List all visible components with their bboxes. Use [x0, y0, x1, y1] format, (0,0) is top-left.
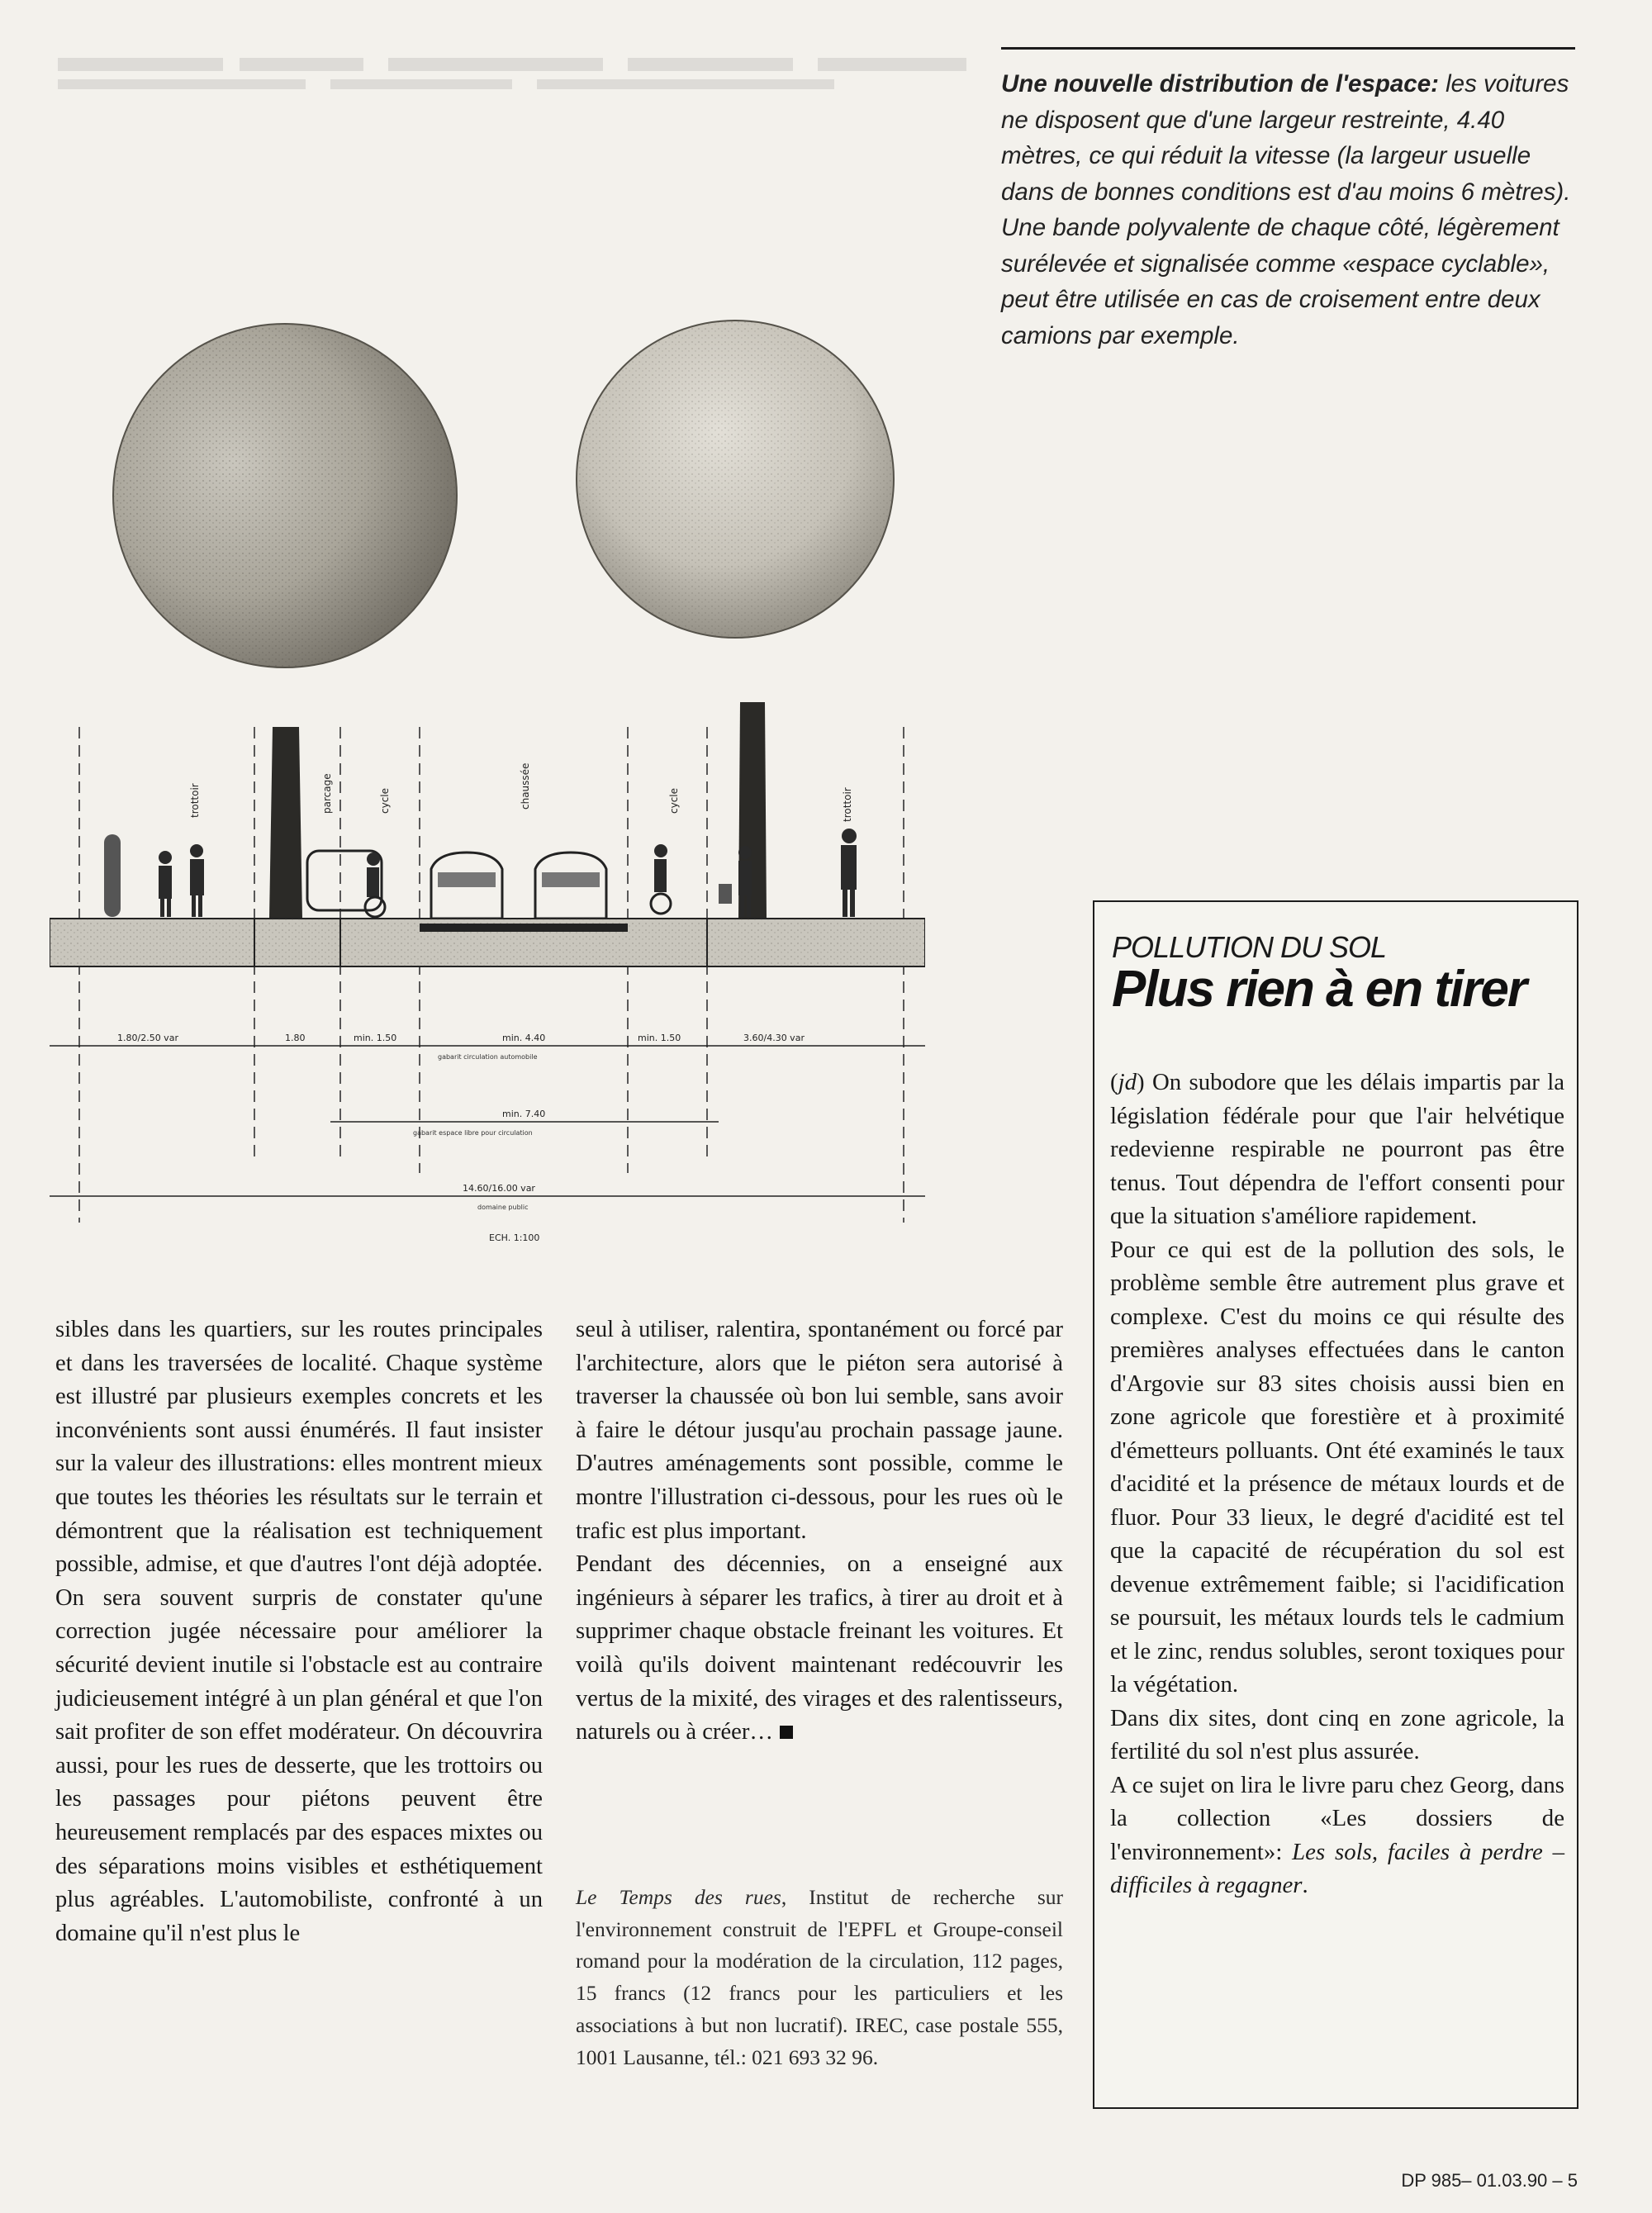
dim-value-4: min. 4.40	[502, 1033, 546, 1043]
zone-guides	[79, 727, 904, 1223]
column-2-paragraph-1: seul à utiliser, ralentira, spontanément ou forcé par l'architecture, alors que le piéton sera autorisé à traverser la chaussée où bon lui semble, sans avoir à faire le détour jusqu'au prochain passage jaune. D'autres aménagements sont possible, comme le montre l'illustration ci-dessous, pour les rues où le trafic est plus important.	[576, 1317, 1063, 1544]
zone-label-trottoir-left: trottoir	[189, 783, 201, 818]
dim-value-5: min. 1.50	[638, 1033, 681, 1043]
sidebar-paragraph-4-text: A ce sujet on lira le livre paru chez Georg, dans la collection «Les dossiers de l'environnement»:	[1110, 1771, 1564, 1865]
sidebar-paragraph-4-end: .	[1302, 1872, 1308, 1898]
dim-value-total: 14.60/16.00 var	[463, 1183, 535, 1194]
dim-note-roadway: gabarit circulation automobile	[438, 1053, 538, 1061]
zone-label-cycle-left: cycle	[379, 787, 391, 814]
dim-value-middle: min. 7.40	[502, 1109, 546, 1119]
article-column-2	[576, 1313, 1063, 1750]
caption-lead: Une nouvelle distribution de l'espace:	[1001, 70, 1439, 97]
tree-left	[113, 324, 457, 919]
book-title: Les sols, faciles à perdre – difficiles à regagner	[1110, 1838, 1564, 1898]
sidebar-paragraph-4	[1110, 1769, 1564, 1902]
sidebar-paragraph-3: Dans dix sites, dont cinq en zone agricole, la fertilité du sol n'est plus assurée.	[1110, 1704, 1564, 1764]
figure-caption	[1001, 66, 1579, 354]
end-of-article-mark	[780, 1726, 793, 1739]
column-2-paragraph-2-text: Pendant des décennies, on a enseigné aux ingénieurs à séparer les trafics, à tirer au droit et à supprimer chaque obstacle freinant les voitures. Et voilà qu'ils doivent maintenant redécouvrir les vertus de la mixité, des virages et des ralentisseurs, naturels ou à créer…	[576, 1551, 1063, 1745]
book-reference	[576, 1882, 1063, 2073]
caption-text: les voitures ne disposent que d'une largeur restreinte, 4.40 mètres, ce qui réduit la vitesse (la largeur usuelle dans de bonnes conditions est d'au moins 6 mètres). Une bande polyvalente de chaque côté, légèrement surélevée et signalisée comme «espace cyclable», peut être utilisée en cas de croisement entre deux camions par exemple.	[1001, 70, 1571, 349]
sidebar-paragraph-1-text: ) On subodore que les délais impartis par la législation fédérale pour que l'air helvétique redevienne respirable ne pourront pas être tenus. Tout dépendra de l'effort consenti pour que la situation s'améliore rapidement.	[1110, 1069, 1564, 1229]
column-2-paragraph-2	[576, 1548, 1063, 1750]
page-footer: DP 985– 01.03.90 – 5	[1401, 2170, 1578, 2191]
dimension-lines	[50, 1046, 925, 1196]
sidebar-headline: Plus rien à en tirer	[1112, 961, 1526, 1018]
reference-title: Le Temps des rues	[576, 1885, 781, 1909]
zone-label-parcage: parcage	[321, 773, 333, 814]
dim-value-6: 3.60/4.30 var	[743, 1033, 805, 1043]
dim-value-1: 1.80/2.50 var	[117, 1033, 178, 1043]
dimension-values	[117, 1033, 805, 1243]
ghost-print	[58, 50, 975, 99]
zone-label-cycle-right: cycle	[668, 787, 680, 814]
dim-value-2: 1.80	[285, 1033, 306, 1043]
sidebar-paragraph-2: Pour ce qui est de la pollution des sols, le problème semble être autrement plus grave et complexe. C'est du moins ce qui résulte des premières analyses effectuées dans le canton d'Argovie sur 83 sites choisis aussi bien en zone agricole que forestière et à proximité d'émetteurs polluants. Ont été examinés le taux d'acidité et la présence de métaux lourds et de fluor. Pour 33 lieux, le degré d'acidité est tel que la capacité de récupération du sol est devenue extrêmement faible; si l'acidification se poursuit, les métaux lourds tels le cadmium et le zinc, rendus solubles, seront toxiques pour la végétation.	[1110, 1236, 1564, 1698]
zone-label-trottoir-right: trottoir	[842, 787, 853, 822]
article-column-1: sibles dans les quartiers, sur les routes principales et dans les traversées de localité. Chaque système est illustré par plusieurs exemples concrets et les inconvénients sont aussi énumérés. Il faut insister sur la valeur des illustrations: elles montrent mieux que toutes les théories les résultats sur le terrain et démontrent que la réalisation est techniquement possible, admise, et que d'autres l'ont déjà adoptée. On sera souvent surpris de constater qu'une correction jugée nécessaire pour améliorer la sécurité devient inutile si l'obstacle est au contraire judicieusement intégré à un plan général et que l'on sait profiter de son effet modérateur. On découvrira aussi, pour les rues de desserte, que les trottoirs ou les passages pour piétons peuvent être heureusement remplacés par des espaces mixtes ou des séparations moins visibles et esthétiquement plus agréables. L'automobiliste, confronté à un domaine qu'il n'est plus le	[55, 1317, 543, 1946]
dim-note-total: domaine public	[477, 1204, 529, 1211]
sidebar-kicker: POLLUTION DU SOL	[1112, 930, 1387, 964]
caption-rule	[1001, 47, 1575, 50]
author-initials: jd	[1118, 1069, 1137, 1095]
dim-value-3: min. 1.50	[354, 1033, 397, 1043]
scale-label: ECH. 1:100	[489, 1232, 540, 1243]
street-cross-section-illustration	[50, 314, 925, 1256]
sidebar-paragraph-1: (jd) On subodore que les délais impartis par la législation fédérale pour que l'air helvétique redevienne respirable ne pourront pas être tenus. Tout dépendra de l'effort consenti pour que la situation s'améliore rapidement.	[1110, 1069, 1564, 1229]
dim-note-middle: gabarit espace libre pour circulation	[413, 1129, 533, 1137]
zone-label-chaussee: chaussée	[520, 762, 531, 810]
tree-right	[577, 321, 894, 919]
reference-text: , Institut de recherche sur l'environnement construit de l'EPFL et Groupe-conseil romand pour la modération de la circulation, 112 pages, 15 francs (12 francs pour les particuliers et les associations à but non lucratif). IREC, case postale 555, 1001 Lausanne, tél.: 021 693 32 96.	[576, 1885, 1064, 2069]
ground-profile	[50, 919, 925, 966]
sidebar-body	[1110, 1066, 1564, 1902]
